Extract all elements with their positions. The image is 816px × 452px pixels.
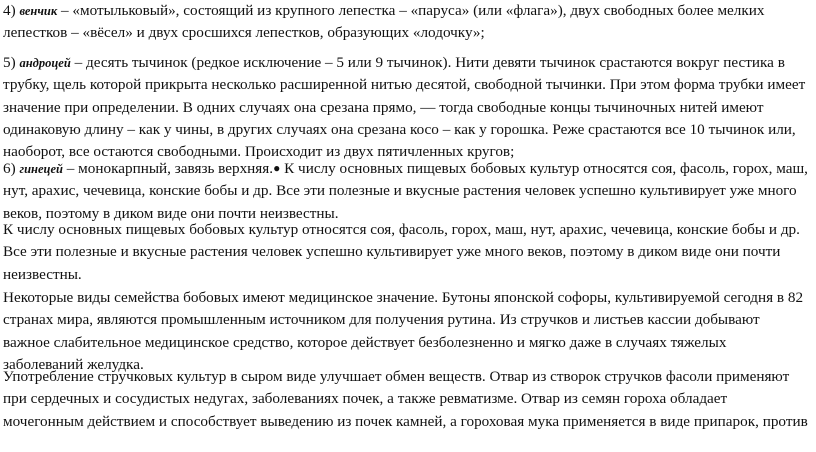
paragraph-medical-use: Некоторые виды семейства бобовых имеют медицинское значение. Бутоны японской софоры, культивируемой сегодня в 82 странах мира, являются промышленным источником для получения рутина. Из стручков и листьев кассии добывают важное слабительное медицинское средство, которое действует безболезненно и мягко даже в случаях тяжелых заболеваний желудка. xyxy=(3,289,804,373)
term-gynoecium: гинецей xyxy=(19,162,63,176)
term-corolla: венчик xyxy=(19,4,58,18)
list-number: 5) xyxy=(3,54,16,71)
list-number: 6) xyxy=(3,160,16,177)
list-number: 4) xyxy=(3,2,16,19)
paragraph-text: – десять тычинок (редкое исключение – 5 или 9 тычинок). Нити девяти тычинок срастаются вокруг пестика в трубку, щель которой прикрыта несколько расширенной нитью десятой, свободной тычинки. При этом форма трубки имеет значение при определении. В одних случаях она срезана прямо, — тогда свободные концы тычиночных нитей имеют одинаковую длину – как у чины, в других случаях она срезана косо – как у горошка. Реже срастаются все 10 тычинок или, наоборот, все остаются свободными. Происходит из двух пятичленных кругов; xyxy=(3,54,806,161)
paragraph-gynoecium xyxy=(3,157,809,225)
paragraph-text: – монокарпный, завязь верхняя. xyxy=(66,160,274,177)
paragraph-androecium xyxy=(3,52,809,163)
paragraph-food-crops: К числу основных пищевых бобовых культур относятся соя, фасоль, горох, маш, нут, арахис, чечевица, конские бобы и др. Все эти полезные и вкусные растения человек успешно культивирует уже много веков, поэтому в диком виде они почти неизвестны. xyxy=(3,221,800,283)
paragraph-raw-consumption: Употребление стручковых культур в сыром виде улучшает обмен веществ. Отвар из створок стручков фасоли применяют при сердечных и сосудистых недугах, заболеваниях почек, а также ревматизме. Отвар из семян гороха обладает мочегонным действием и способствует выведению из почек камней, а гороховая мука применяется в виде припарок, против xyxy=(3,368,808,430)
term-androecium: андроцей xyxy=(19,56,71,70)
bullet-icon: ● xyxy=(273,161,281,175)
paragraph-text: – «мотыльковый», состоящий из крупного лепестка – «паруса» (или «флага»), двух свободных более мелких лепестков – «вёсел» и двух сросшихся лепестков, образующих «лодочку»; xyxy=(3,2,765,42)
paragraph-text-continued: К числу основных пищевых бобовых культур относятся соя, фасоль, горох, маш, нут, арахис, чечевица, конские бобы и др. Все эти полезные и вкусные растения человек успешно культивирует уже много веков, поэтому в диком виде они почти неизвестны. xyxy=(3,160,808,222)
paragraph-corolla xyxy=(3,0,809,45)
